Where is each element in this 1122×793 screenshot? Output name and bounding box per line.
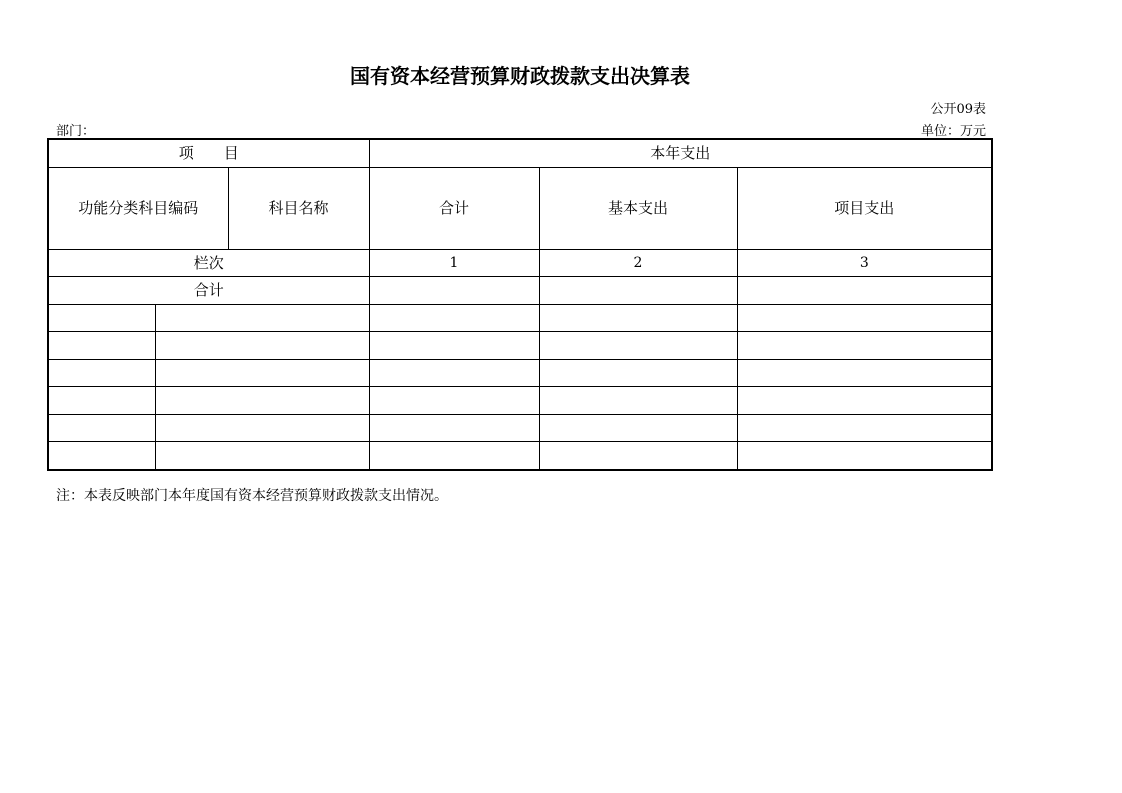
col-header-code: 功能分类科目编码 [48,167,228,249]
table-cell [539,387,737,415]
table-cell [539,359,737,387]
table-cell [48,442,155,470]
table-cell [48,387,155,415]
table-cell [155,442,369,470]
unit-label: 单位：万元 [920,124,986,139]
table-cell [369,359,539,387]
form-number: 公开09表 [930,102,986,117]
department-label: 部门： [56,124,96,139]
table-cell [369,442,539,470]
header-row [48,139,992,167]
table-cell [539,442,737,470]
table-cell [155,387,369,415]
table-cell [48,359,155,387]
table-cell [48,414,155,442]
table-cell [539,414,737,442]
table-cell [48,332,155,360]
table-row [48,442,992,470]
table-row [48,387,992,415]
col-header-total: 合计 [369,167,539,249]
header-current-year-cell: 本年支出 [369,139,992,167]
footnote: 注：本表反映部门本年度国有资本经营预算财政拨款支出情况。 [56,488,448,504]
header-item-label: 项 目 [178,144,239,163]
table-cell [737,332,992,360]
table-cell [369,304,539,332]
table-cell [155,332,369,360]
total-row-label: 合计 [48,277,369,305]
table-cell [155,359,369,387]
table-cell [155,414,369,442]
budget-expenditure-table [47,138,993,471]
table-cell [737,387,992,415]
col-header-name: 科目名称 [228,167,369,249]
subheader-row [48,167,992,249]
table-cell [539,332,737,360]
total-cell-1 [369,277,539,305]
table-cell [737,442,992,470]
table-cell [737,304,992,332]
table-cell [369,332,539,360]
table-cell [737,414,992,442]
header-item-cell [48,139,369,167]
column-number-1: 1 [369,249,539,277]
table-row [48,414,992,442]
col-header-basic: 基本支出 [539,167,737,249]
table-cell [369,414,539,442]
page-title: 国有资本经营预算财政拨款支出决算表 [350,64,690,88]
total-cell-2 [539,277,737,305]
table-row [48,332,992,360]
table-cell [539,304,737,332]
column-number-label: 栏次 [48,249,369,277]
column-number-row [48,249,992,277]
column-number-3: 3 [737,249,992,277]
table-row [48,304,992,332]
col-header-project: 项目支出 [737,167,992,249]
table-cell [369,387,539,415]
total-row [48,277,992,305]
table-row [48,359,992,387]
table-cell [737,359,992,387]
table-cell [48,304,155,332]
column-number-2: 2 [539,249,737,277]
table-cell [155,304,369,332]
total-cell-3 [737,277,992,305]
